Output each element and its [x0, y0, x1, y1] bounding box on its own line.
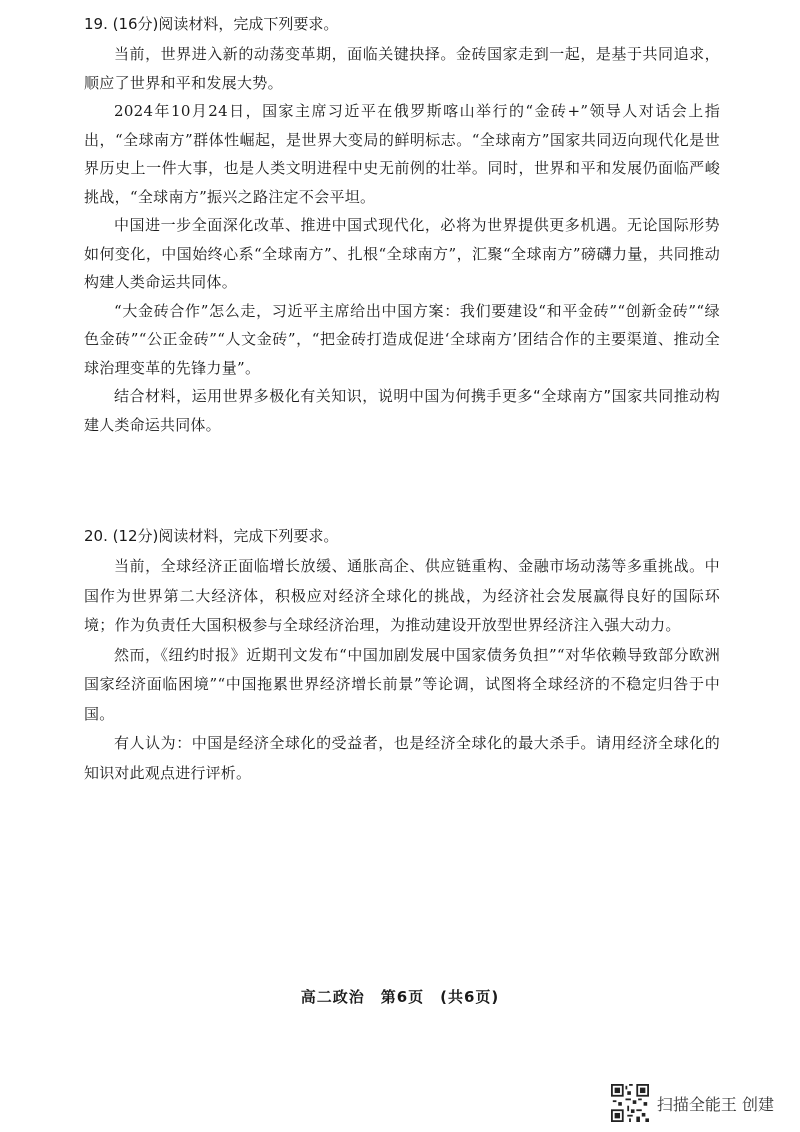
question-20 [84, 524, 720, 788]
question-19 [84, 12, 720, 439]
scanner-watermark [611, 1084, 774, 1122]
page-footer: 高二政治 第6页 (共6页) [300, 988, 500, 1006]
question-20-material-1: 当前，全球经济正面临增长放缓、通胀高企、供应链重构、金融市场动荡等多重挑战。中国作为世界第二大经济体，积极应对经济全球化的挑战，为经济社会发展赢得良好的国际环境；作为负责任大国积极参与全球经济治理，为推动建设开放型世界经济注入强大动力。 [84, 557, 720, 634]
question-19-task: 结合材料，运用世界多极化有关知识，说明中国为何携手更多“全球南方”国家共同推动构建人类命运共同体。 [84, 387, 720, 434]
question-19-material-3: 中国进一步全面深化改革、推进中国式现代化，必将为世界提供更多机遇。无论国际形势如何变化，中国始终心系“全球南方”、扎根“全球南方”，汇聚“全球南方”磅礴力量，共同推动构建人类命运共同体。 [84, 216, 720, 291]
question-19-heading: 19. (16分)阅读材料，完成下列要求。 [84, 15, 339, 33]
question-20-task: 有人认为：中国是经济全球化的受益者，也是经济全球化的最大杀手。请用经济全球化的知识对此观点进行评析。 [84, 734, 720, 782]
question-20-heading: 20. (12分)阅读材料，完成下列要求。 [84, 527, 339, 545]
question-20-material-2: 然而，《纽约时报》近期刊文发布“中国加剧发展中国家债务负担”“对华依赖导致部分欧洲国家经济面临困境”“中国拖累世界经济增长前景”等论调，试图将全球经济的不稳定归咎于中国。 [84, 645, 720, 723]
question-19-material-2: 2024年10月24日，国家主席习近平在俄罗斯喀山举行的“金砖+”领导人对话会上指出，“全球南方”群体性崛起，是世界大变局的鲜明标志。“全球南方”国家共同迈向现代化是世界历史上一件大事，也是人类文明进程中史无前例的壮举。同时，世界和平和发展仍面临严峻挑战，“全球南方”振兴之路注定不会平坦。 [84, 102, 720, 206]
qr-code-icon [611, 1084, 649, 1122]
question-19-material-1: 当前，世界进入新的动荡变革期，面临关键抉择。金砖国家走到一起，是基于共同追求，顺应了世界和平和发展大势。 [84, 45, 720, 92]
watermark-text: 扫描全能王 创建 [656, 1094, 774, 1114]
question-19-material-4: “大金砖合作”怎么走，习近平主席给出中国方案：我们要建设“和平金砖”“创新金砖”“绿色金砖”“公正金砖”“人文金砖”，“把金砖打造成促进‘全球南方’团结合作的主要渠道、推动全球治理变革的先锋力量”。 [84, 301, 720, 377]
